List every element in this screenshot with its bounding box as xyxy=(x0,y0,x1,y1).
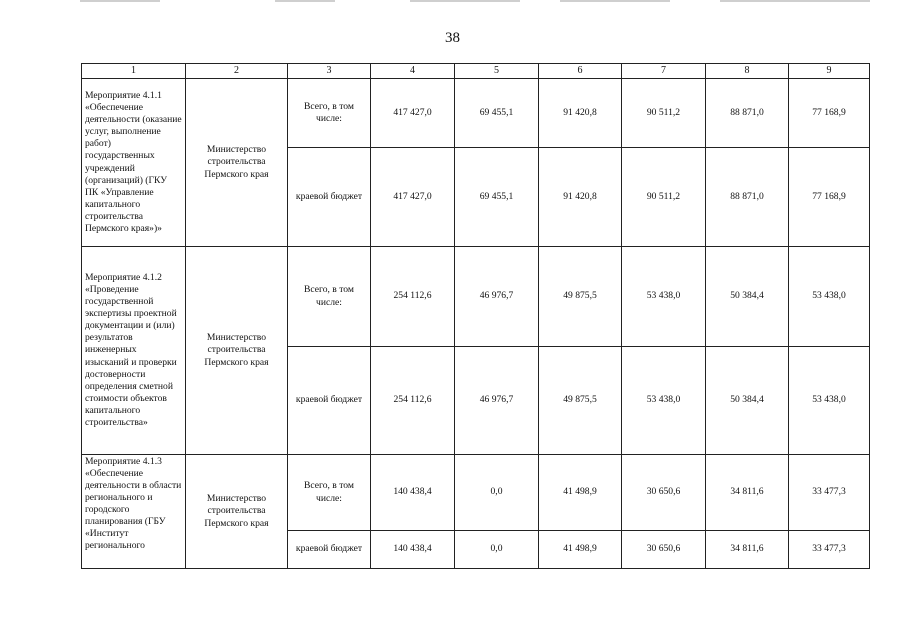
column-number: 2 xyxy=(186,64,288,79)
funding-source: Всего, в том числе: xyxy=(288,247,371,347)
column-number: 8 xyxy=(706,64,789,79)
funding-source: Всего, в том числе: xyxy=(288,79,371,148)
table-row xyxy=(82,79,870,148)
column-number: 5 xyxy=(455,64,539,79)
value-cell: 41 498,9 xyxy=(539,531,622,569)
value-cell: 33 477,3 xyxy=(789,455,870,531)
budget-table xyxy=(81,63,870,569)
value-cell: 53 438,0 xyxy=(789,347,870,455)
value-cell: 46 976,7 xyxy=(455,347,539,455)
column-number: 7 xyxy=(622,64,706,79)
column-number: 1 xyxy=(82,64,186,79)
responsible-ministry: Министерство строительства Пермского края xyxy=(186,79,288,247)
value-cell: 90 511,2 xyxy=(622,79,706,148)
value-cell: 140 438,4 xyxy=(371,531,455,569)
value-cell: 49 875,5 xyxy=(539,347,622,455)
value-cell: 33 477,3 xyxy=(789,531,870,569)
value-cell: 254 112,6 xyxy=(371,247,455,347)
value-cell: 88 871,0 xyxy=(706,79,789,148)
funding-source: Всего, в том числе: xyxy=(288,455,371,531)
column-number: 3 xyxy=(288,64,371,79)
value-cell: 88 871,0 xyxy=(706,148,789,247)
value-cell: 417 427,0 xyxy=(371,79,455,148)
funding-source: краевой бюджет xyxy=(288,347,371,455)
value-cell: 41 498,9 xyxy=(539,455,622,531)
column-number: 4 xyxy=(371,64,455,79)
value-cell: 0,0 xyxy=(455,455,539,531)
value-cell: 34 811,6 xyxy=(706,531,789,569)
table-row xyxy=(82,455,870,531)
value-cell: 49 875,5 xyxy=(539,247,622,347)
value-cell: 0,0 xyxy=(455,531,539,569)
top-scan-line xyxy=(275,0,335,2)
top-scan-line xyxy=(720,0,870,2)
top-scan-line xyxy=(410,0,520,2)
value-cell: 140 438,4 xyxy=(371,455,455,531)
value-cell: 34 811,6 xyxy=(706,455,789,531)
page-number: 38 xyxy=(445,30,460,46)
value-cell: 50 384,4 xyxy=(706,347,789,455)
value-cell: 90 511,2 xyxy=(622,148,706,247)
value-cell: 91 420,8 xyxy=(539,79,622,148)
value-cell: 50 384,4 xyxy=(706,247,789,347)
activity-name xyxy=(82,455,186,569)
column-number: 6 xyxy=(539,64,622,79)
value-cell: 254 112,6 xyxy=(371,347,455,455)
value-cell: 91 420,8 xyxy=(539,148,622,247)
value-cell: 69 455,1 xyxy=(455,79,539,148)
funding-source: краевой бюджет xyxy=(288,531,371,569)
column-number: 9 xyxy=(789,64,870,79)
value-cell: 53 438,0 xyxy=(789,247,870,347)
value-cell: 77 168,9 xyxy=(789,79,870,148)
value-cell: 53 438,0 xyxy=(622,247,706,347)
top-scan-line xyxy=(80,0,160,2)
value-cell: 46 976,7 xyxy=(455,247,539,347)
responsible-ministry: Министерство строительства Пермского края xyxy=(186,247,288,455)
value-cell: 69 455,1 xyxy=(455,148,539,247)
funding-source: краевой бюджет xyxy=(288,148,371,247)
activity-name: Мероприятие 4.1.1 «Обеспечение деятельности (оказание услуг, выполнение работ) государственных учреждений (организаций) (ГКУ ПК «Управление капитального строительства Пермского края»)» xyxy=(82,79,186,247)
table-row xyxy=(82,247,870,347)
activity-name-text: Мероприятие 4.1.3 «Обеспечение деятельности в области регионального и городского планирования (ГБУ «Институт регионального xyxy=(85,455,182,552)
top-scan-line xyxy=(560,0,670,2)
value-cell: 30 650,6 xyxy=(622,455,706,531)
value-cell: 77 168,9 xyxy=(789,148,870,247)
value-cell: 53 438,0 xyxy=(622,347,706,455)
value-cell: 417 427,0 xyxy=(371,148,455,247)
activity-name: Мероприятие 4.1.2 «Проведение государственной экспертизы проектной документации и (или) результатов инженерных изысканий и проверки достоверности определения сметной стоимости объектов капитального строительства» xyxy=(82,247,186,455)
value-cell: 30 650,6 xyxy=(622,531,706,569)
responsible-ministry: Министерство строительства Пермского края xyxy=(186,455,288,569)
column-number-row xyxy=(82,64,870,79)
